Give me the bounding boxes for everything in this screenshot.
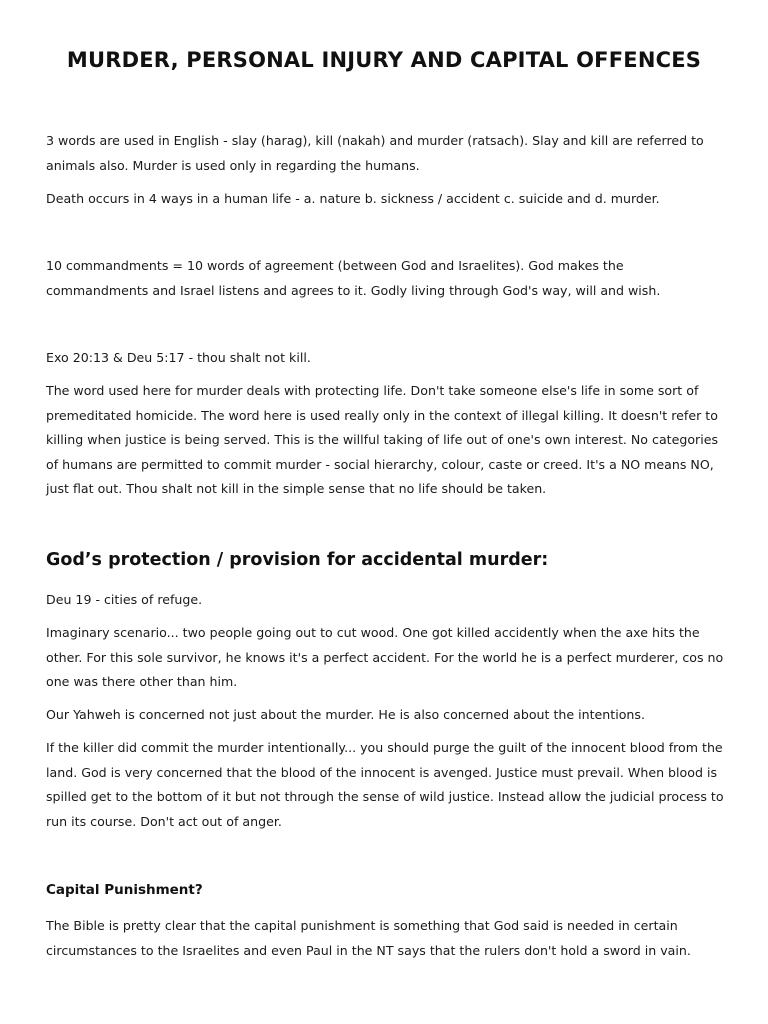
page-title: MURDER, PERSONAL INJURY AND CAPITAL OFFENCES bbox=[66, 48, 702, 72]
paragraph-ways-of-death: Death occurs in 4 ways in a human life - a. nature b. sickness / accident c. suicide and d. murder. bbox=[46, 191, 660, 206]
section-heading-accidental-murder: God’s protection / provision for accidental murder: bbox=[46, 550, 549, 570]
paragraph-capital-punishment: The Bible is pretty clear that the capital punishment is something that God said is needed in certain circumstances to the Israelites and even Paul in the NT says that the rulers don't hold a sword in vain. bbox=[46, 918, 691, 958]
paragraph-cities-of-refuge: Deu 19 - cities of refuge. bbox=[46, 592, 203, 607]
paragraph-words-for-killing: 3 words are used in English - slay (harag), kill (nakah) and murder (ratsach). Slay and kill are referred to animals also. Murder is used only in regarding the humans. bbox=[46, 133, 704, 173]
paragraph-imaginary-scenario: Imaginary scenario... two people going out to cut wood. One got killed accidently when the axe hits the other. For this sole survivor, he knows it's a perfect accident. For the world he is a perfect murderer, cos no one was there other than him. bbox=[46, 625, 724, 689]
paragraph-ten-commandments: 10 commandments = 10 words of agreement (between God and Israelites). God makes the commandments and Israel listens and agrees to it. Godly living through God's way, will and wish. bbox=[46, 258, 661, 298]
paragraph-intentions: Our Yahweh is concerned not just about the murder. He is also concerned about the intentions. bbox=[46, 707, 645, 722]
paragraph-intentional-killing: If the killer did commit the murder intentionally... you should purge the guilt of the innocent blood from the land. God is very concerned that the blood of the innocent is avenged. Justice must prevail. When blood is spilled get to the bottom of it but not through the sense of wild justice. Instead allow the judicial process to run its course. Don't act out of anger. bbox=[46, 740, 724, 829]
paragraph-meaning-of-murder: The word used here for murder deals with protecting life. Don't take someone else's life in some sort of premeditated homicide. The word here is used really only in the context of illegal killing. It doesn't refer to killing when justice is being served. This is the willful taking of life out of one's own interest. No categories of humans are permitted to commit murder - social hierarchy, colour, caste or creed. It's a NO means NO, just flat out. Thou shalt not kill in the simple sense that no life should be taken. bbox=[46, 383, 719, 496]
paragraph-scripture-reference: Exo 20:13 & Deu 5:17 - thou shalt not kill. bbox=[46, 350, 311, 365]
section-heading-capital-punishment: Capital Punishment? bbox=[46, 882, 203, 898]
